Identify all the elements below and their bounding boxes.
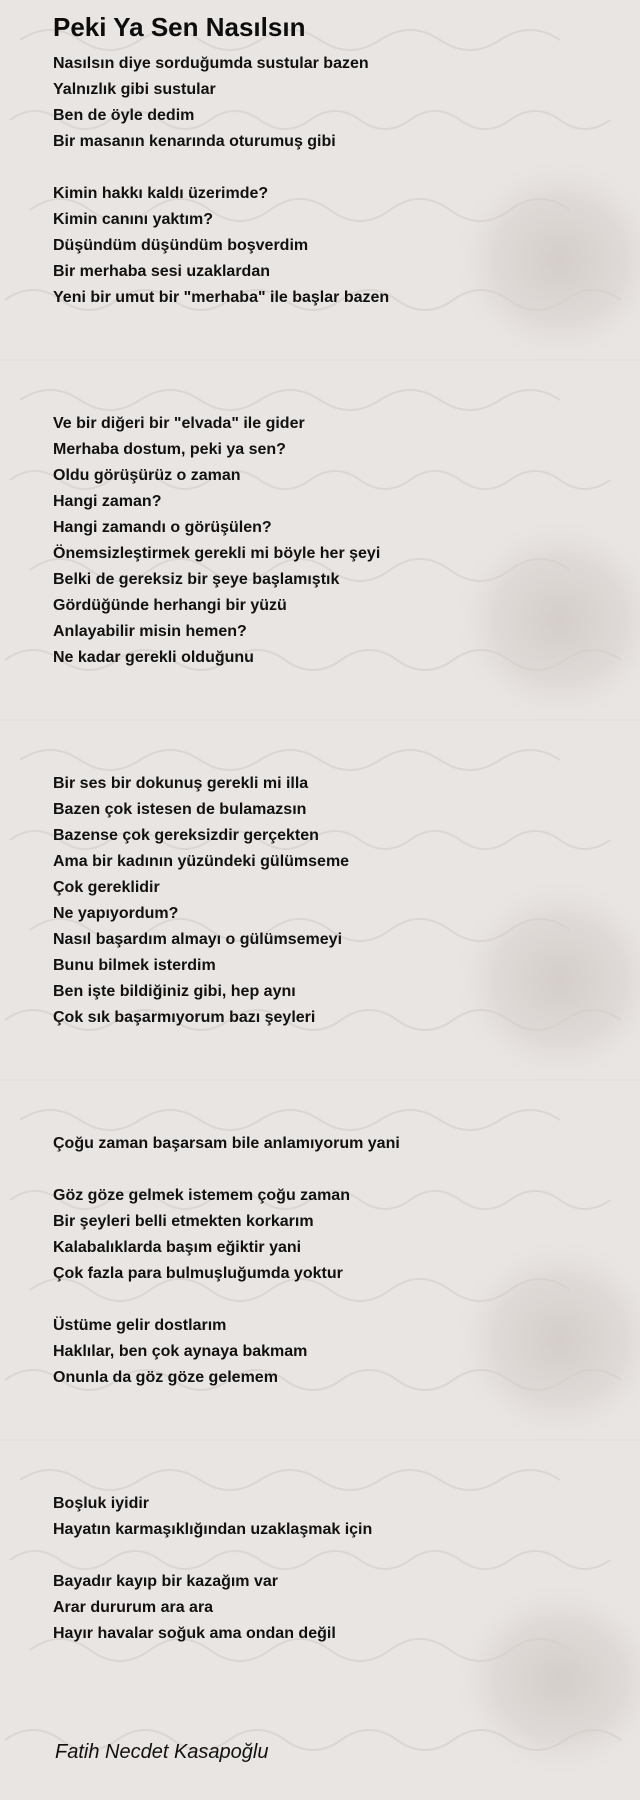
poem-line: Merhaba dostum, peki ya sen?	[53, 441, 286, 458]
stanza-7	[53, 1313, 307, 1391]
poem-line: Yeni bir umut bir "merhaba" ile başlar bazen	[53, 289, 390, 306]
poem-line: Çok fazla para bulmuşluğumda yoktur	[53, 1265, 343, 1282]
stanza-1	[53, 51, 369, 155]
poem-line: Bir ses bir dokunuş gerekli mi illa	[53, 775, 309, 792]
poem-line: Kalabalıklarda başım eğiktir yani	[53, 1239, 302, 1256]
stanza-8	[53, 1491, 372, 1543]
poem-line: Ben işte bildiğiniz gibi, hep aynı	[53, 983, 296, 1000]
poem-line: Gördüğünde herhangi bir yüzü	[53, 597, 287, 614]
poem-line: Belki de gereksiz bir şeye başlamıştık	[53, 571, 340, 588]
stanza-2	[53, 181, 389, 311]
stanza-9	[53, 1569, 336, 1647]
poem-line: Anlayabilir misin hemen?	[53, 623, 247, 640]
poem-line: Oldu görüşürüz o zaman	[53, 467, 241, 484]
poem-title: Peki Ya Sen Nasılsın	[53, 12, 306, 42]
poem-line: Göz göze gelmek istemem çoğu zaman	[53, 1187, 350, 1204]
poem-line: Ne yapıyordum?	[53, 905, 179, 922]
stanza-4	[53, 771, 349, 1031]
poem-line: Çok sık başarmıyorum bazı şeyleri	[53, 1009, 316, 1026]
poem-line: Hangi zamandı o görüşülen?	[53, 519, 272, 536]
stanza-5	[53, 1131, 400, 1157]
poem-line: Hangi zaman?	[53, 493, 162, 510]
stanza-6	[53, 1183, 350, 1287]
poem-line: Bayadır kayıp bir kazağım var	[53, 1573, 278, 1590]
poem-line: Önemsizleştirmek gerekli mi böyle her şeyi	[53, 545, 381, 562]
poem-line: Hayatın karmaşıklığından uzaklaşmak için	[53, 1521, 373, 1538]
poem-line: Nasılsın diye sorduğumda sustular bazen	[53, 55, 369, 72]
poem-line: Kimin canını yaktım?	[53, 211, 214, 228]
poem-line: Bazen çok istesen de bulamazsın	[53, 801, 307, 818]
poem-line: Bir masanın kenarında oturumuş gibi	[53, 133, 336, 150]
poem-line: Bazense çok gereksizdir gerçekten	[53, 827, 319, 844]
poem-line: Bir şeyleri belli etmekten korkarım	[53, 1213, 314, 1230]
poem-author: Fatih Necdet Kasapoğlu	[55, 1741, 269, 1763]
poem-line: Ne kadar gerekli olduğunu	[53, 649, 254, 666]
poem-line: Kimin hakkı kaldı üzerimde?	[53, 185, 269, 202]
poem-line: Çok gereklidir	[53, 879, 160, 896]
poem-line: Bunu bilmek isterdim	[53, 957, 216, 974]
poem-line: Onunla da göz göze gelemem	[53, 1369, 278, 1386]
poem-line: Haklılar, ben çok aynaya bakmam	[53, 1343, 308, 1360]
poem-line: Bir merhaba sesi uzaklardan	[53, 263, 270, 280]
poem-line: Üstüme gelir dostlarım	[53, 1317, 227, 1334]
poem-line: Ben de öyle dedim	[53, 107, 195, 124]
poem-line: Arar dururum ara ara	[53, 1599, 214, 1616]
poem-line: Düşündüm düşündüm boşverdim	[53, 237, 309, 254]
poem-line: Nasıl başardım almayı o gülümsemeyi	[53, 931, 343, 948]
poem-line: Boşluk iyidir	[53, 1495, 150, 1512]
poem-line: Ama bir kadının yüzündeki gülümseme	[53, 853, 350, 870]
stanza-3	[53, 411, 380, 671]
poem-line: Ve bir diğeri bir "elvada" ile gider	[53, 415, 305, 432]
poem-line: Çoğu zaman başarsam bile anlamıyorum yani	[53, 1135, 400, 1152]
poem-line: Yalnızlık gibi sustular	[53, 81, 216, 98]
poem-line: Hayır havalar soğuk ama ondan değil	[53, 1625, 336, 1642]
